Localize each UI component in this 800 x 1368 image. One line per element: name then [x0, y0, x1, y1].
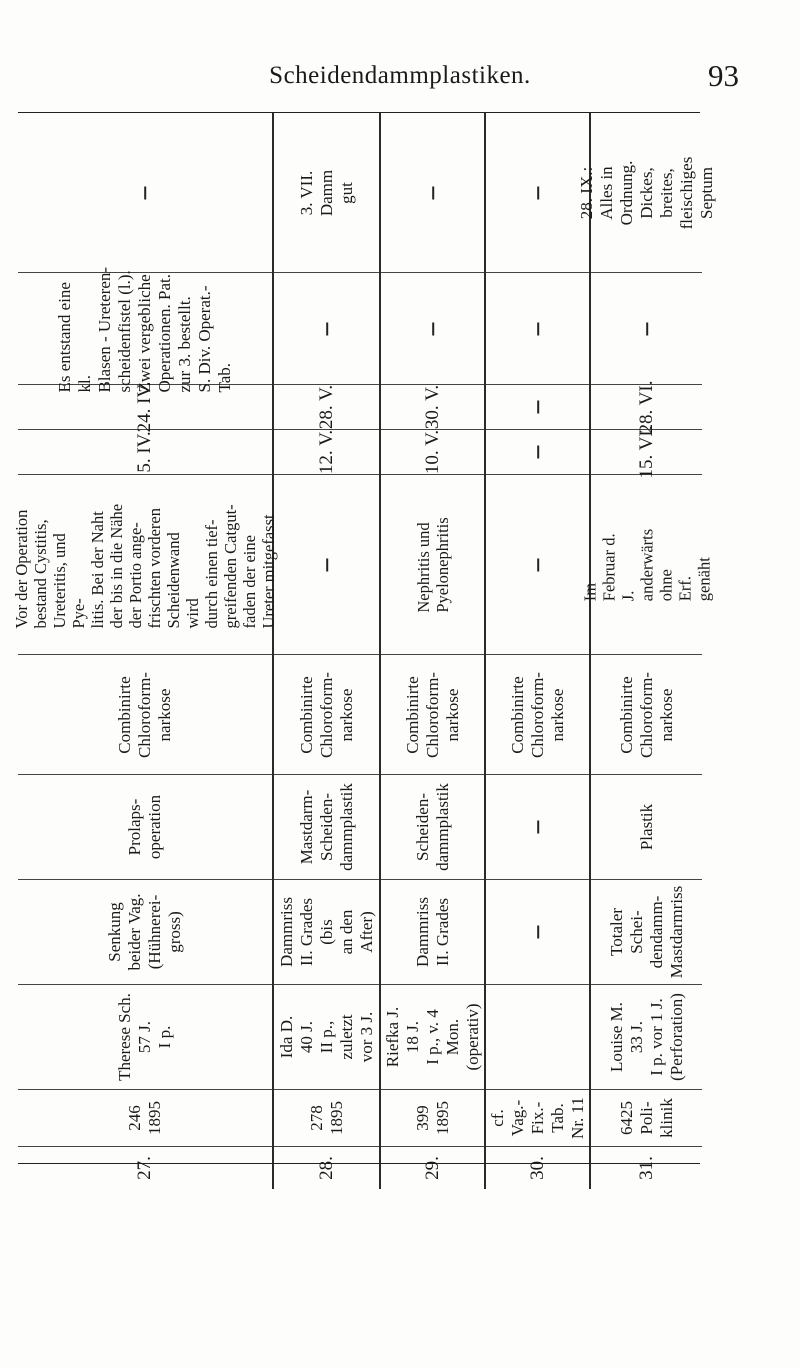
course-cell: [486, 475, 589, 655]
case-number-cell: [381, 1147, 484, 1189]
record-text: 399 1895: [412, 1101, 452, 1135]
diagnosis-cell: [486, 880, 589, 985]
complications-text: Es entstand eine kl. Blasen - Ureteren- scheidenfistel (l.). Zwei vergebliche Operationen. Pat. zur 3. bestellt. S. Div. Operat.-Tab.: [55, 266, 234, 392]
result-cell: [18, 113, 272, 273]
patient-text: Louise M. 33 J. I p. vor 1 J. (Perforation): [606, 993, 686, 1081]
patient-text: Ida D. 40 J. II p., zuletzt vor 3 J.: [276, 1011, 376, 1063]
anesthesia-cell: [274, 655, 379, 775]
anesthesia-cell: [591, 655, 702, 775]
empty-dash: [537, 821, 539, 834]
case-number-text: 30.: [526, 1156, 548, 1180]
anesthesia-text: Combinirte Chloroform- narkose: [507, 671, 567, 758]
empty-dash: [537, 446, 539, 459]
case-number-text: 28.: [315, 1156, 337, 1180]
op-date-text: 10. V.: [421, 429, 443, 475]
course-cell: [381, 475, 484, 655]
result-text: 28. IX.: Alles in Ordnung. Dickes, breites, fleischiges Septum: [576, 156, 716, 229]
empty-dash: [326, 558, 328, 571]
patient-cell: [486, 985, 589, 1090]
discharge-date-cell: [381, 385, 484, 430]
op-date-text: 15. VI.: [635, 425, 657, 479]
discharge-date-text: 28. VI.: [635, 380, 657, 434]
discharge-date-cell: [274, 385, 379, 430]
record-text: 6425 Poli- klinik: [616, 1098, 676, 1138]
patient-cell: [591, 985, 702, 1090]
case-number-cell: [274, 1147, 379, 1189]
empty-dash: [432, 322, 434, 335]
operation-cell: [486, 775, 589, 880]
empty-dash: [537, 926, 539, 939]
case-number-cell: [18, 1147, 272, 1189]
op-date-text: 5. IV.: [134, 431, 155, 473]
anesthesia-text: Combinirte Chloroform- narkose: [115, 671, 174, 758]
empty-dash: [646, 322, 648, 335]
anesthesia-cell: [18, 655, 272, 775]
diagnosis-text: Dammriss II. Grades: [412, 897, 452, 967]
diagnosis-cell: [274, 880, 379, 985]
patient-cell: [381, 985, 484, 1090]
record-text: 246 1895: [125, 1101, 164, 1135]
course-cell: [274, 475, 379, 655]
anesthesia-text: Combinirte Chloroform- narkose: [402, 671, 462, 758]
case-number-text: 27.: [134, 1156, 155, 1180]
diagnosis-cell: [18, 880, 272, 985]
discharge-date-cell: [18, 381, 272, 433]
anesthesia-text: Combinirte Chloroform- narkose: [296, 671, 356, 758]
case-number-text: 31.: [635, 1156, 657, 1180]
anesthesia-text: Combinirte Chloroform- narkose: [616, 671, 676, 758]
operation-text: Prolaps- operation: [125, 794, 164, 860]
patient-cell: [18, 985, 272, 1090]
record-cell: [486, 1090, 589, 1147]
anesthesia-cell: [486, 655, 589, 775]
case-table: [12, 112, 716, 1180]
case-number-text: 29.: [421, 1156, 443, 1180]
operation-cell: [274, 775, 379, 880]
course-text: Nephritis und Pyelonephritis: [413, 516, 452, 613]
op-date-cell: [381, 430, 484, 475]
operation-cell: [381, 775, 484, 880]
complications-cell: [486, 273, 589, 385]
op-date-cell: [18, 430, 272, 475]
case-number-cell: [591, 1147, 702, 1189]
operation-cell: [591, 775, 702, 880]
page-number: 93: [708, 58, 739, 93]
case-number-cell: [486, 1147, 589, 1189]
discharge-date-text: 30. V.: [421, 384, 443, 430]
result-text: 3. VII. Damm gut: [296, 169, 356, 216]
complications-cell: [18, 266, 272, 392]
record-cell: [591, 1090, 702, 1147]
diagnosis-cell: [381, 880, 484, 985]
result-cell: [274, 113, 379, 273]
op-date-cell: [274, 430, 379, 475]
course-cell: [12, 475, 278, 655]
patient-text: Therese Sch. 57 J. I p.: [115, 993, 174, 1081]
result-cell: [576, 113, 716, 273]
record-cell: [274, 1090, 379, 1147]
empty-dash: [537, 322, 539, 335]
record-text: 278 1895: [306, 1101, 346, 1135]
discharge-date-cell: [591, 380, 702, 434]
course-text: Vor der Operation bestand Cystitis, Ureteritis, und Pye- litis. Bei der Naht der bis in die Nähe der Portio ange- frischten vorderen Scheidenwand wird durch einen tief- greifenden Catgut- faden der eine Ureter mitgefasst: [12, 503, 278, 628]
op-date-cell: [591, 425, 702, 479]
op-date-text: 12. V.: [315, 429, 337, 475]
discharge-date-text: 28. V.: [315, 384, 337, 430]
diagnosis-text: Senkung beider Vag. (Hühnerei- gross): [105, 893, 184, 971]
empty-dash: [326, 322, 328, 335]
diagnosis-cell: [591, 880, 702, 985]
result-cell: [486, 113, 589, 273]
empty-dash: [537, 558, 539, 571]
op-date-cell: [486, 430, 589, 475]
diagnosis-text: Dammriss II. Grades (bis an den After): [276, 897, 376, 967]
discharge-date-cell: [486, 385, 589, 430]
patient-text: Riefka J. 18 J. I p., v. 4 Mon. (operativ): [382, 1003, 482, 1071]
operation-cell: [18, 775, 272, 880]
empty-dash: [432, 186, 434, 199]
operation-text: Mastdarm- Scheiden- dammplastik: [296, 783, 356, 871]
operation-text: Scheiden- dammplastik: [412, 783, 452, 871]
course-cell: [580, 475, 713, 655]
result-cell: [381, 113, 484, 273]
record-cell: [18, 1090, 272, 1147]
empty-dash: [144, 186, 146, 199]
complications-cell: [381, 273, 484, 385]
complications-cell: [274, 273, 379, 385]
discharge-date-text: 24. IV.: [134, 381, 155, 433]
diagnosis-text: Totaler Schei- dendamm- Mastdarmriss: [606, 885, 686, 979]
course-text: Im Februar d. J. anderwärts ohne Erf. genäht: [580, 528, 713, 601]
patient-cell: [274, 985, 379, 1090]
record-cell: [381, 1090, 484, 1147]
complications-cell: [591, 273, 702, 385]
operation-text: Plastik: [636, 803, 656, 851]
record-text: cf. Vag.-Fix.-Tab. Nr. 11: [487, 1097, 587, 1139]
running-title: Scheidendammplastiken.: [269, 62, 531, 89]
anesthesia-cell: [381, 655, 484, 775]
empty-dash: [537, 186, 539, 199]
empty-dash: [537, 401, 539, 414]
